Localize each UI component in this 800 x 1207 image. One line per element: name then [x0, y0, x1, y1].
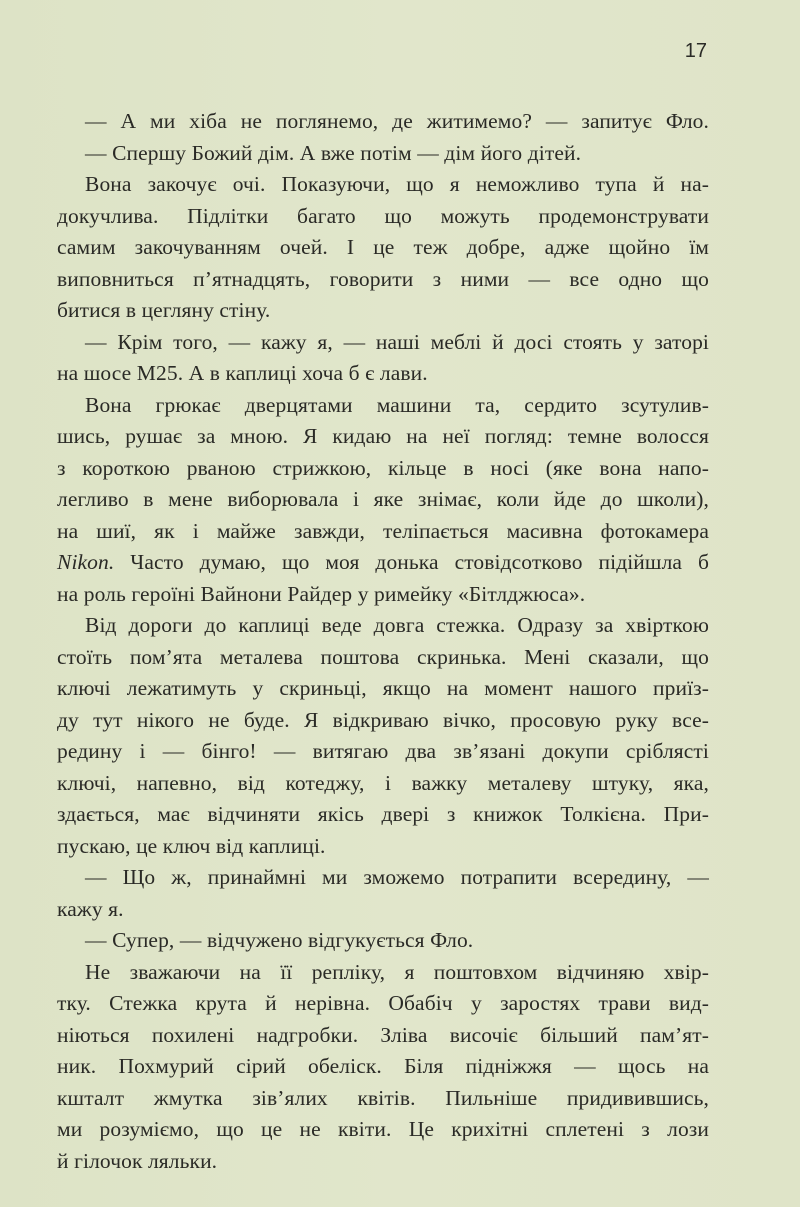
- text-line: Не зважаючи на її репліку, я поштовхом відчиняю хвір-: [85, 959, 709, 984]
- text-line: — Що ж, принаймні ми зможемо потрапити всередину, —: [85, 865, 709, 889]
- text-line: на шиї, як і майже завжди, теліпається масивна фотокамера: [57, 518, 709, 543]
- text-line: Від дороги до каплиці веде довга стежка. Одразу за хвірткою: [85, 613, 709, 637]
- text-line: ду тут нікого не буде. Я відкриваю вічко, просовую руку все-: [57, 707, 709, 732]
- text-line: битися в цегляну стіну.: [57, 298, 271, 322]
- text-line: ми розуміємо, що це не квіти. Це крихітні сплетені з лози: [57, 1117, 709, 1141]
- text-line: на шосе M25. А в каплиці хоча б є лави.: [57, 361, 428, 385]
- text-line: виповниться п’ятнадцять, говорити з ними — все одно що: [57, 266, 709, 291]
- text-line: кшталт жмутка зів’ялих квітів. Пильніше придивившись,: [57, 1085, 709, 1110]
- text-line: Вона грюкає дверцятами машини та, сердито зсутулив-: [85, 392, 709, 417]
- text-line: пускаю, це ключ від каплиці.: [57, 833, 326, 858]
- text-line: — Крім того, — кажу я, — наші меблі й досі стоять у заторі: [85, 329, 709, 354]
- text-line: самим закочуванням очей. І це теж добре, адже щойно їм: [57, 235, 709, 259]
- page-number: 17: [684, 40, 707, 62]
- text-line: [57, 547, 709, 579]
- text-line: докучлива. Підлітки багато що можуть продемонструвати: [57, 203, 709, 228]
- text-line: й гілочок ляльки.: [57, 1148, 218, 1173]
- text-line: стоїть пом’ята металева поштова скринька. Мені сказали, що: [57, 644, 709, 669]
- text-line: ключі, напевно, від котеджу, і важку металеву штуку, яка,: [57, 770, 709, 795]
- text-line: ключі лежатимуть у скриньці, якщо на момент нашого приїз-: [57, 676, 709, 700]
- text-line: — А ми хіба не поглянемо, де житимемо? — запитує Фло.: [85, 109, 709, 133]
- body-text: [57, 106, 709, 1177]
- text-line: легливо в мене виборювала і яке знімає, коли йде до школи),: [57, 487, 709, 511]
- text-line: — Спершу Божий дім. А вже потім — дім його дітей.: [85, 140, 582, 165]
- text-line: ніються похилені надгробки. Зліва височіє більший пам’ят-: [57, 1022, 709, 1047]
- text-line: на роль героїні Вайнони Райдер у римейку «Бітлджюса».: [57, 581, 586, 606]
- text-line: шись, рушає за мною. Я кидаю на неї погляд: темне волосся: [57, 424, 709, 448]
- text-line: — Супер, — відчужено відгукується Фло.: [85, 928, 474, 952]
- text-line: тку. Стежка крута й нерівна. Обабіч у заростях трави вид-: [57, 991, 709, 1015]
- text-line: редину і — бінго! — витягаю два зв’язані докупи сріблясті: [57, 739, 709, 763]
- text-line: Вона закочує очі. Показуючи, що я неможливо тупа й на-: [85, 172, 709, 196]
- italic-word: Nikon.: [57, 550, 115, 574]
- line-text: Часто думаю, що моя донька стовідсотково підійшла б: [114, 550, 709, 574]
- text-line: ник. Похмурий сірий обеліск. Біля підніжжя — щось на: [57, 1054, 709, 1078]
- text-line: з короткою рваною стрижкою, кільце в носі (яке вона напо-: [57, 455, 709, 480]
- text-line: кажу я.: [57, 896, 124, 921]
- text-line: здається, має відчиняти якісь двері з книжок Толкієна. При-: [57, 802, 709, 826]
